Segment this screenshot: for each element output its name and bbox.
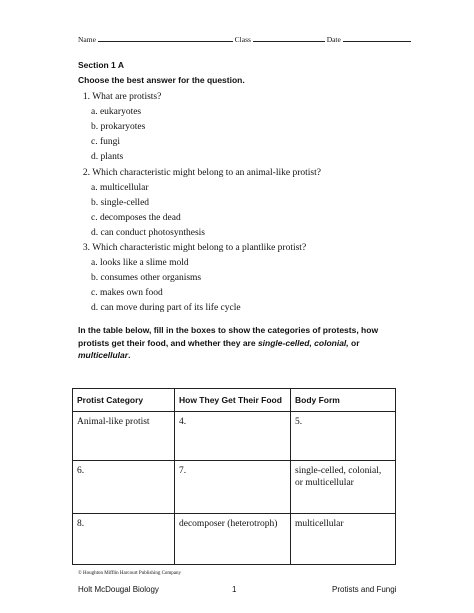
table-cell: single-celled, colonial, or multicellular: [291, 461, 396, 514]
table-cell-answer[interactable]: 4.: [175, 412, 291, 461]
table-row: [73, 514, 396, 565]
table-intro-end: .: [128, 350, 131, 360]
table-cell-answer[interactable]: 5.: [291, 412, 396, 461]
option[interactable]: c. makes own food: [91, 288, 163, 298]
table-intro-text: In the table below, fill in the boxes to show the categories of protests, how protists get their food, and whether they are: [78, 325, 379, 348]
question-text: What are protists?: [92, 92, 162, 102]
protist-table: [72, 388, 396, 565]
column-header: Protist Category: [73, 389, 175, 412]
table-row: [73, 412, 396, 461]
student-info-header: [78, 33, 398, 44]
table-intro-emphasis: single-celled, colonial,: [257, 337, 349, 348]
name-label: Name: [78, 35, 96, 44]
section-title: Section 1 A: [78, 60, 124, 70]
option[interactable]: b. consumes other organisms: [91, 273, 202, 283]
option[interactable]: d. can conduct photosynthesis: [91, 228, 205, 238]
table-header-row: [73, 389, 396, 412]
question-text: Which characteristic might belong to a plantlike protist?: [92, 243, 307, 253]
table-cell-answer[interactable]: 6.: [73, 461, 175, 514]
page-number: 1: [232, 585, 237, 594]
table-intro-connector: or: [348, 337, 360, 348]
option[interactable]: d. plants: [91, 152, 124, 162]
footer-book-title: Holt McDougal Biology: [78, 585, 159, 594]
table-instructions: [78, 324, 408, 362]
table-row: [73, 461, 396, 514]
instructions: Choose the best answer for the question.: [78, 75, 245, 85]
class-blank[interactable]: [253, 33, 325, 42]
option[interactable]: a. multicellular: [91, 183, 149, 193]
question-text: Which characteristic might belong to an animal-like protist?: [92, 168, 321, 178]
option[interactable]: b. single-celled: [91, 198, 150, 208]
question-1: [78, 92, 161, 102]
table-intro-emphasis-2: multicellular: [78, 350, 129, 360]
table-cell: Animal-like protist: [73, 412, 175, 461]
date-blank[interactable]: [343, 33, 411, 42]
name-blank[interactable]: [98, 33, 233, 42]
option[interactable]: b. prokaryotes: [91, 122, 146, 132]
date-label: Date: [326, 35, 341, 44]
question-number: 2.: [82, 168, 90, 178]
question-number: 3.: [82, 243, 90, 253]
table-cell: decomposer (heterotroph): [175, 514, 291, 565]
table-cell-answer[interactable]: 7.: [175, 461, 291, 514]
class-label: Class: [234, 35, 251, 44]
column-header: How They Get Their Food: [175, 389, 291, 412]
table-cell-answer[interactable]: 8.: [73, 514, 175, 565]
copyright-notice: © Houghton Mifflin Harcourt Publishing Company: [78, 571, 182, 576]
option[interactable]: a. looks like a slime mold: [91, 258, 189, 268]
option[interactable]: c. decomposes the dead: [91, 213, 181, 223]
option[interactable]: c. fungi: [91, 137, 121, 147]
table-cell: multicellular: [291, 514, 396, 565]
footer-chapter-title: Protists and Fungi: [332, 585, 397, 594]
option[interactable]: d. can move during part of its life cycle: [91, 303, 241, 313]
column-header: Body Form: [291, 389, 396, 412]
question-3: [78, 243, 306, 253]
question-2: [78, 168, 321, 178]
question-number: 1.: [82, 92, 90, 102]
option[interactable]: a. eukaryotes: [91, 107, 142, 117]
